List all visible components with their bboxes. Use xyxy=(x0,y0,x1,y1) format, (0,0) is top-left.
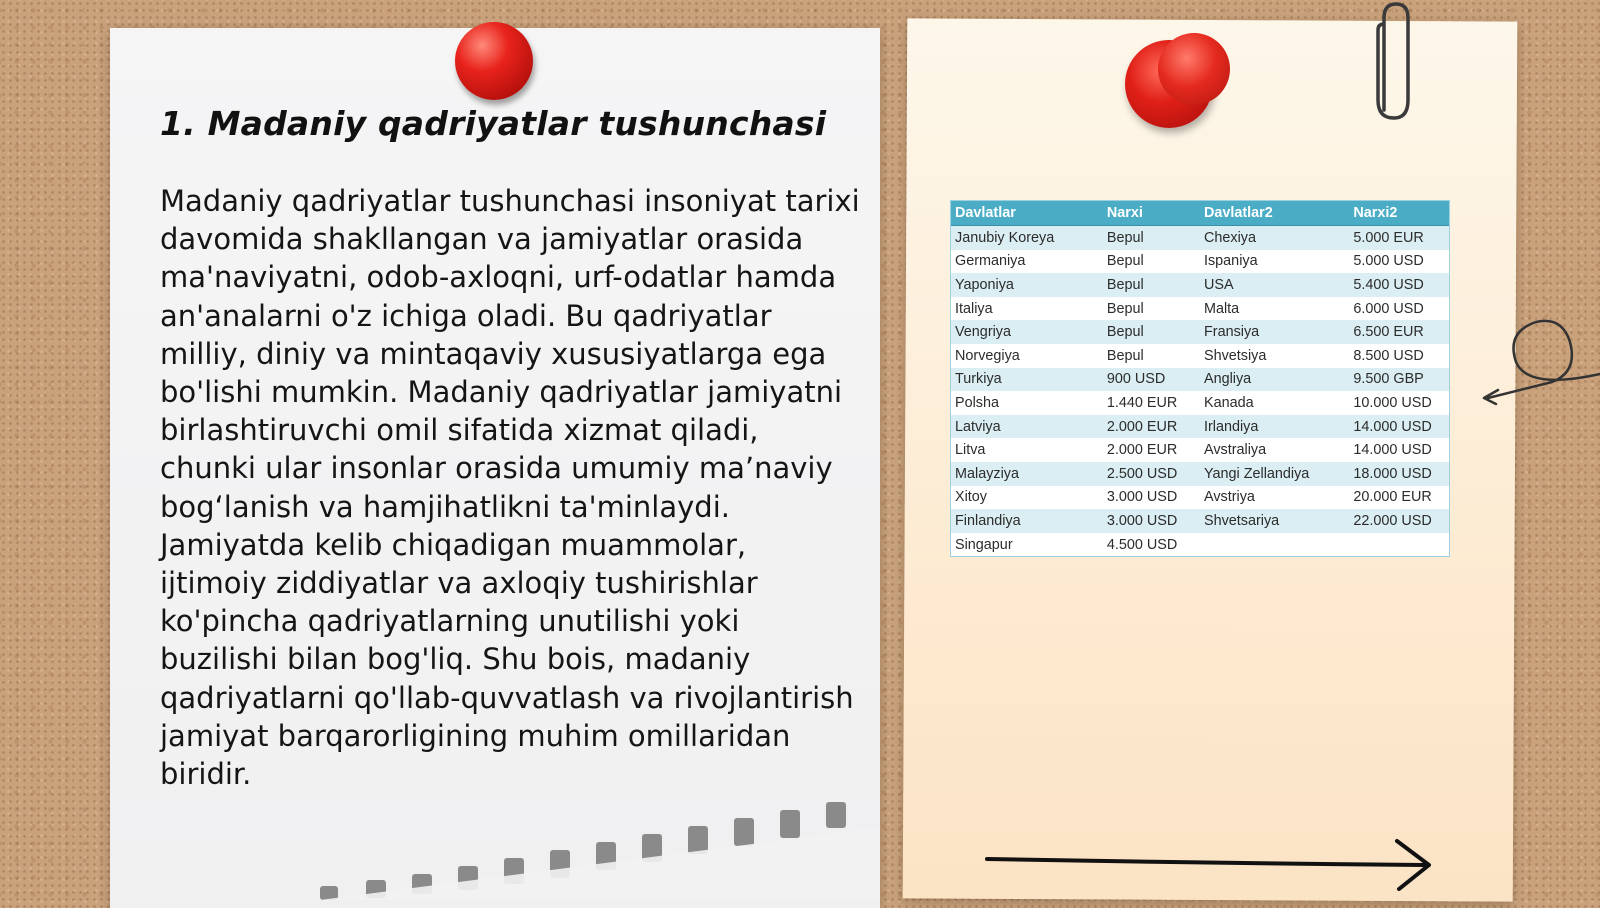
table-header-row xyxy=(951,201,1449,226)
table-cell: Kanada xyxy=(1200,391,1349,415)
paperclip-icon xyxy=(1372,0,1416,125)
table-row xyxy=(951,391,1449,415)
table-cell: Shvetsiya xyxy=(1200,344,1349,368)
table-cell: 9.500 GBP xyxy=(1349,368,1449,392)
table-cell: Turkiya xyxy=(951,368,1103,392)
table-cell: Italiya xyxy=(951,297,1103,321)
right-arrow-icon xyxy=(985,835,1445,895)
table-cell: 10.000 USD xyxy=(1349,391,1449,415)
scribble-arrow-icon xyxy=(1480,310,1600,410)
table-cell: Polsha xyxy=(951,391,1103,415)
table-row xyxy=(951,533,1449,557)
table-row xyxy=(951,509,1449,533)
table-cell: Shvetsariya xyxy=(1200,509,1349,533)
table-row xyxy=(951,226,1449,250)
table-cell: Bepul xyxy=(1103,250,1200,274)
table-row xyxy=(951,462,1449,486)
table-cell: Avstriya xyxy=(1200,486,1349,510)
table-cell: Bepul xyxy=(1103,320,1200,344)
table-cell: 8.500 USD xyxy=(1349,344,1449,368)
table-cell: 22.000 USD xyxy=(1349,509,1449,533)
table-cell: Bepul xyxy=(1103,344,1200,368)
body-paragraph: Madaniy qadriyatlar tushunchasi insoniyat tarixi davomida shakllangan va jamiyatlar orasida ma'naviyatni, odob-axloqni, urf-odatlar hamda an'analarni o'z ichiga oladi. Bu qadriyatlar milliy, diniy va mintaqaviy xususiyatlarga ega bo'lishi mumkin. Madaniy qadriyatlar jamiyatni birlashtiruvchi omil sifatida xizmat qiladi, chunki ular insonlar orasida umumiy ma’naviy bog‘lanish va hamjihatlikni ta'minlaydi. Jamiyatda kelib chiqadigan muammolar, ijtimoiy ziddiyatlar va axloqiy tushirishlar ko'pincha qadriyatlarning unutilishi yoki buzilishi bilan bog'liq. Shu bois, madaniy qadriyatlarni qo'llab-quvvatlash va rivojlantirish jamiyat barqarorligining muhim omillaridan biridir. xyxy=(160,184,860,792)
table-row xyxy=(951,486,1449,510)
table-cell: Ispaniya xyxy=(1200,250,1349,274)
spiral-binding-icon xyxy=(320,790,880,900)
table-row xyxy=(951,438,1449,462)
table-row xyxy=(951,297,1449,321)
table-cell: 14.000 USD xyxy=(1349,415,1449,439)
price-table xyxy=(950,200,1450,557)
table-row xyxy=(951,344,1449,368)
table-cell: 3.000 USD xyxy=(1103,486,1200,510)
table-cell: Bepul xyxy=(1103,297,1200,321)
table-row xyxy=(951,273,1449,297)
table-cell: Litva xyxy=(951,438,1103,462)
table-cell: 14.000 USD xyxy=(1349,438,1449,462)
section-heading: 1. Madaniy qadriyatlar tushunchasi xyxy=(160,104,827,143)
push-pin-icon xyxy=(1158,33,1230,105)
table-cell xyxy=(1349,533,1449,557)
table-cell: Irlandiya xyxy=(1200,415,1349,439)
table-cell: Xitoy xyxy=(951,486,1103,510)
column-header: Narxi xyxy=(1103,201,1200,226)
table-cell: Avstraliya xyxy=(1200,438,1349,462)
table-cell: 20.000 EUR xyxy=(1349,486,1449,510)
table-cell: Germaniya xyxy=(951,250,1103,274)
table-cell: 5.000 USD xyxy=(1349,250,1449,274)
column-header: Narxi2 xyxy=(1349,201,1449,226)
table-cell: 2.500 USD xyxy=(1103,462,1200,486)
table-cell: 6.000 USD xyxy=(1349,297,1449,321)
table-cell: Yaponiya xyxy=(951,273,1103,297)
table-cell: 1.440 EUR xyxy=(1103,391,1200,415)
table-cell: Bepul xyxy=(1103,226,1200,250)
table-cell: 900 USD xyxy=(1103,368,1200,392)
table-cell: Malayziya xyxy=(951,462,1103,486)
push-pin-icon xyxy=(455,22,533,100)
table-cell: 2.000 EUR xyxy=(1103,438,1200,462)
table-cell: 6.500 EUR xyxy=(1349,320,1449,344)
table-cell: 5.400 USD xyxy=(1349,273,1449,297)
table-cell: Vengriya xyxy=(951,320,1103,344)
table-row xyxy=(951,320,1449,344)
table-row xyxy=(951,250,1449,274)
table-cell: USA xyxy=(1200,273,1349,297)
table-cell: 3.000 USD xyxy=(1103,509,1200,533)
table-cell: Fransiya xyxy=(1200,320,1349,344)
table-cell: Bepul xyxy=(1103,273,1200,297)
table-cell: Chexiya xyxy=(1200,226,1349,250)
table-cell: Angliya xyxy=(1200,368,1349,392)
column-header: Davlatlar xyxy=(951,201,1103,226)
table-cell: Latviya xyxy=(951,415,1103,439)
table-cell: Finlandiya xyxy=(951,509,1103,533)
table-cell: Yangi Zellandiya xyxy=(1200,462,1349,486)
table-cell: Malta xyxy=(1200,297,1349,321)
table-row xyxy=(951,415,1449,439)
column-header: Davlatlar2 xyxy=(1200,201,1349,226)
table-cell: Janubiy Koreya xyxy=(951,226,1103,250)
table-cell: Singapur xyxy=(951,533,1103,557)
table-row xyxy=(951,368,1449,392)
table-cell xyxy=(1200,533,1349,557)
table-cell: 2.000 EUR xyxy=(1103,415,1200,439)
table-cell: 18.000 USD xyxy=(1349,462,1449,486)
table-cell: 4.500 USD xyxy=(1103,533,1200,557)
table-cell: Norvegiya xyxy=(951,344,1103,368)
table-cell: 5.000 EUR xyxy=(1349,226,1449,250)
